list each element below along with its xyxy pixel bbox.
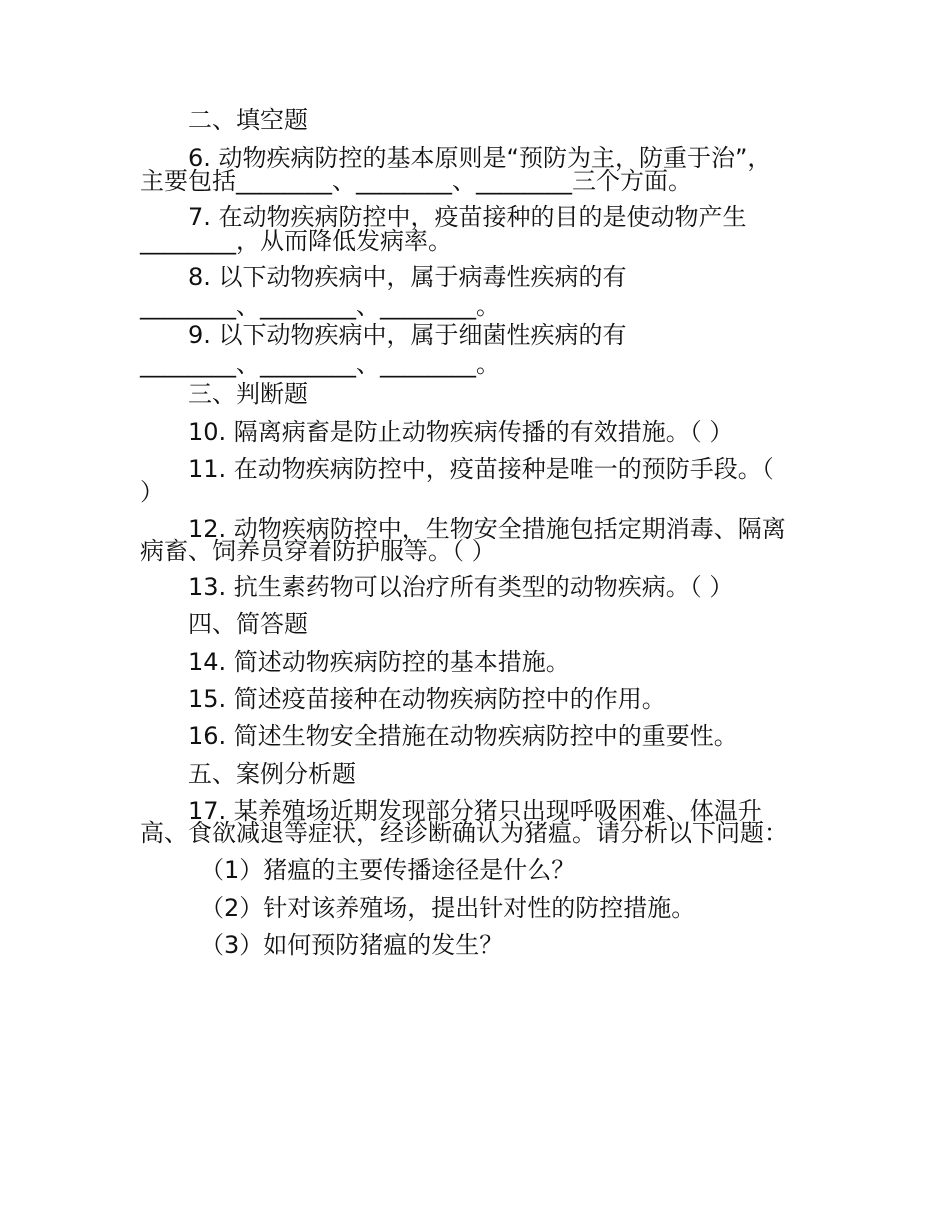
question-11-line-2: ） — [140, 478, 164, 506]
question-6-line-2: 主要包括________、________、________三个方面。 — [140, 167, 692, 195]
question-12-line-1: 12. 动物疾病防控中，生物安全措施包括定期消毒、隔离 — [188, 515, 786, 543]
question-13: 13. 抗生素药物可以治疗所有类型的动物疾病。（ ） — [188, 573, 734, 601]
section-heading-short-answer: 四、简答题 — [188, 610, 308, 638]
question-14: 14. 简述动物疾病防控的基本措施。 — [188, 648, 570, 676]
question-17-line-1: 17. 某养殖场近期发现部分猪只出现呼吸困难、体温升 — [188, 797, 762, 825]
question-17-sub-1: （1）猪瘟的主要传播途径是什么？ — [200, 856, 576, 884]
question-9-line-1: 9. 以下动物疾病中，属于细菌性疾病的有 — [188, 321, 627, 349]
question-15: 15. 简述疫苗接种在动物疾病防控中的作用。 — [188, 685, 666, 713]
question-9-line-2: ________、________、________。 — [140, 350, 500, 378]
question-10: 10. 隔离病畜是防止动物疾病传播的有效措施。（ ） — [188, 418, 734, 446]
question-17-sub-3: （3）如何预防猪瘟的发生？ — [200, 931, 504, 959]
section-heading-true-false: 三、判断题 — [188, 380, 308, 408]
section-heading-case-analysis: 五、案例分析题 — [188, 760, 356, 788]
question-7-line-2: ________，从而降低发病率。 — [140, 227, 452, 255]
question-7-line-1: 7. 在动物疾病防控中，疫苗接种的目的是使动物产生 — [188, 203, 747, 231]
question-12-line-2: 病畜、饲养员穿着防护服等。（ ） — [140, 537, 496, 565]
question-17-line-2: 高、食欲减退等症状，经诊断确认为猪瘟。请分析以下问题： — [140, 819, 788, 847]
question-11-line-1: 11. 在动物疾病防控中，疫苗接种是唯一的预防手段。（ — [188, 455, 774, 483]
section-heading-fill-blank: 二、填空题 — [188, 106, 308, 134]
question-8-line-2: ________、________、________。 — [140, 292, 500, 320]
question-6-line-1: 6. 动物疾病防控的基本原则是“预防为主，防重于治”， — [188, 144, 772, 172]
question-16: 16. 简述生物安全措施在动物疾病防控中的重要性。 — [188, 722, 738, 750]
question-17-sub-2: （2）针对该养殖场，提出针对性的防控措施。 — [200, 894, 696, 922]
question-8-line-1: 8. 以下动物疾病中，属于病毒性疾病的有 — [188, 263, 627, 291]
